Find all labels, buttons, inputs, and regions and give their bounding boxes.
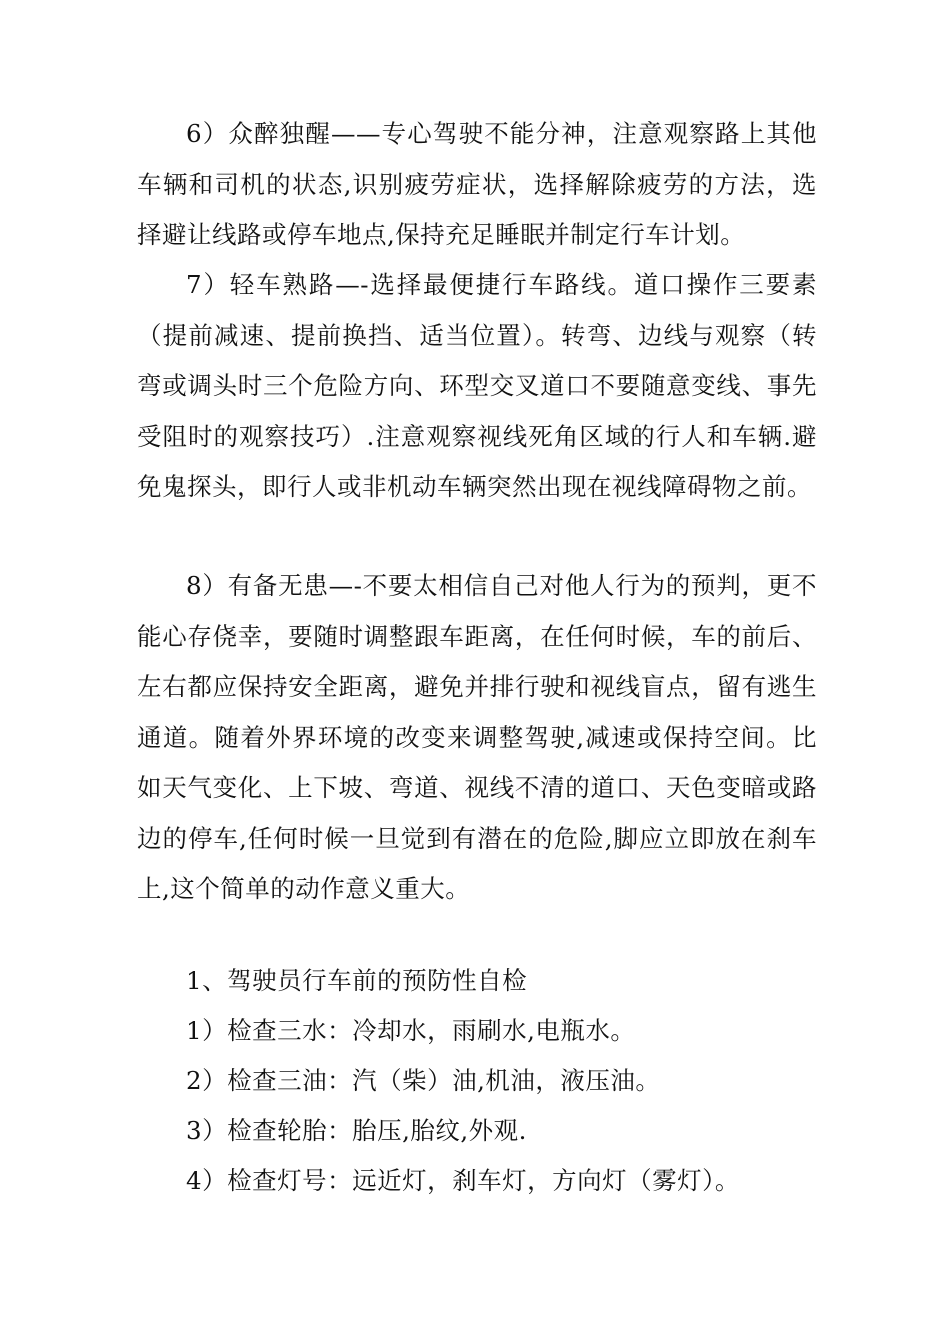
checklist-item: 3）检查轮胎：胎压,胎纹,外观. [186, 1116, 527, 1145]
checklist-item: 4）检查灯号：远近灯，刹车灯，方向灯（雾灯）。 [186, 1166, 740, 1195]
paragraph-8: 8）有备无患—-不要太相信自己对他人行为的预判，更不能心存侥幸，要随时调整跟车距离，在任何时候，车的前后、左右都应保持安全距离，避免并排行驶和视线盲点，留有逃生通道。随着外界环境的改变来调整驾驶,减速或保持空间。比如天气变化、上下坡、弯道、视线不清的道口、天色变暗或路边的停车,任何时候一旦觉到有潜在的危险,脚应立即放在刹车上,这个简单的动作意义重大。 [137, 571, 817, 903]
checklist-heading: 1、驾驶员行车前的预防性自检 [186, 966, 528, 995]
checklist-item: 1）检查三水：冷却水，雨刷水,电瓶水。 [186, 1016, 636, 1045]
checklist-item: 2）检查三油：汽（柴）油,机油，液压油。 [186, 1066, 661, 1095]
paragraph-7: 7）轻车熟路—-选择最便捷行车路线。道口操作三要素（提前减速、提前换挡、适当位置）。转弯、边线与观察（转弯或调头时三个危险方向、环型交叉道口不要随意变线、事先受阻时的观察技巧）.注意观察视线死角区域的行人和车辆.避免鬼探头，即行人或非机动车辆突然出现在视线障碍物之前。 [137, 270, 817, 501]
paragraph-6: 6）众醉独醒——专心驾驶不能分神，注意观察路上其他车辆和司机的状态,识别疲劳症状，选择解除疲劳的方法，选择避让线路或停车地点,保持充足睡眠并制定行车计划。 [137, 119, 817, 249]
